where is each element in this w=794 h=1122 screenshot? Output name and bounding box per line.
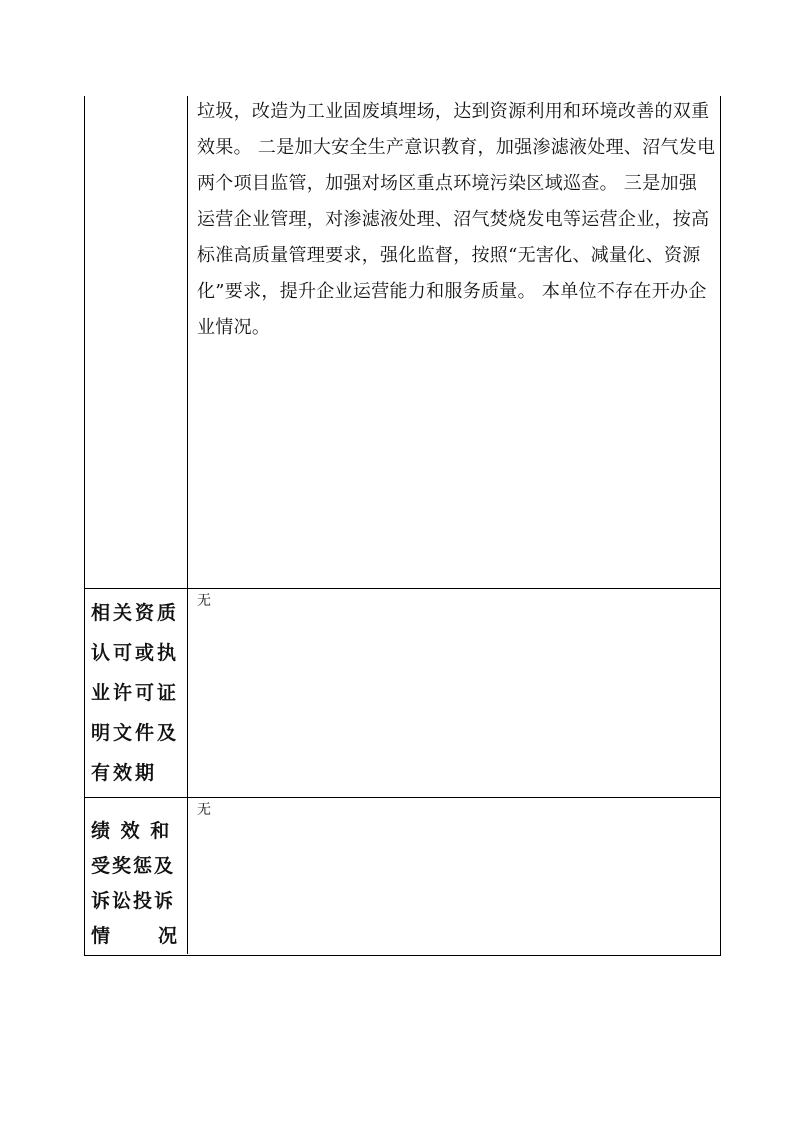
description-line: 垃圾，改造为工业固废填埋场，达到资源利用和环境改善的双重: [197, 101, 710, 122]
row-performance-content-cell: [188, 798, 720, 954]
info-form-table: [84, 96, 721, 956]
qualifications-label-line: 有效期: [91, 762, 158, 784]
row-qualifications-content-cell: [188, 589, 720, 797]
row-performance: [85, 797, 720, 954]
row-description: [85, 96, 720, 588]
description-paragraph: [197, 94, 717, 346]
performance-label: [91, 814, 183, 954]
performance-label-char: 况: [157, 925, 179, 947]
row-performance-label-cell: [85, 798, 188, 954]
description-line: 效果。 二是加大安全生产意识教育，加强渗滤液处理、沼气发电: [197, 137, 716, 158]
performance-value: 无: [197, 802, 211, 818]
qualifications-label-line: 相关资质: [91, 602, 180, 624]
performance-label-line: 受奖惩及: [91, 855, 176, 877]
description-line: 标准高质量管理要求，强化监督，按照“无害化、减量化、资源: [197, 245, 701, 266]
qualifications-label-line: 认可或执: [91, 642, 180, 664]
performance-label-line: 绩 效 和: [91, 820, 172, 842]
qualifications-label: [91, 593, 183, 793]
qualifications-value: 无: [197, 593, 211, 609]
description-line: 化”要求，提升企业运营能力和服务质量。 本单位不存在开办企: [197, 281, 707, 302]
row-qualifications-label-cell: [85, 589, 188, 797]
description-line: 业情况。: [197, 317, 271, 338]
performance-label-line: [91, 919, 179, 954]
row-description-content-cell: [188, 96, 720, 588]
qualifications-label-line: 业许可证: [91, 682, 180, 704]
description-line: 运营企业管理，对渗滤液处理、沼气焚烧发电等运营企业，按高: [197, 209, 710, 230]
qualifications-label-line: 明文件及: [91, 722, 180, 744]
performance-label-line: 诉讼投诉: [91, 890, 176, 912]
performance-label-char: 情: [91, 925, 113, 947]
row-description-label-cell: [85, 96, 188, 588]
row-qualifications: [85, 588, 720, 797]
description-line: 两个项目监管，加强对场区重点环境污染区域巡查。 三是加强: [197, 173, 698, 194]
